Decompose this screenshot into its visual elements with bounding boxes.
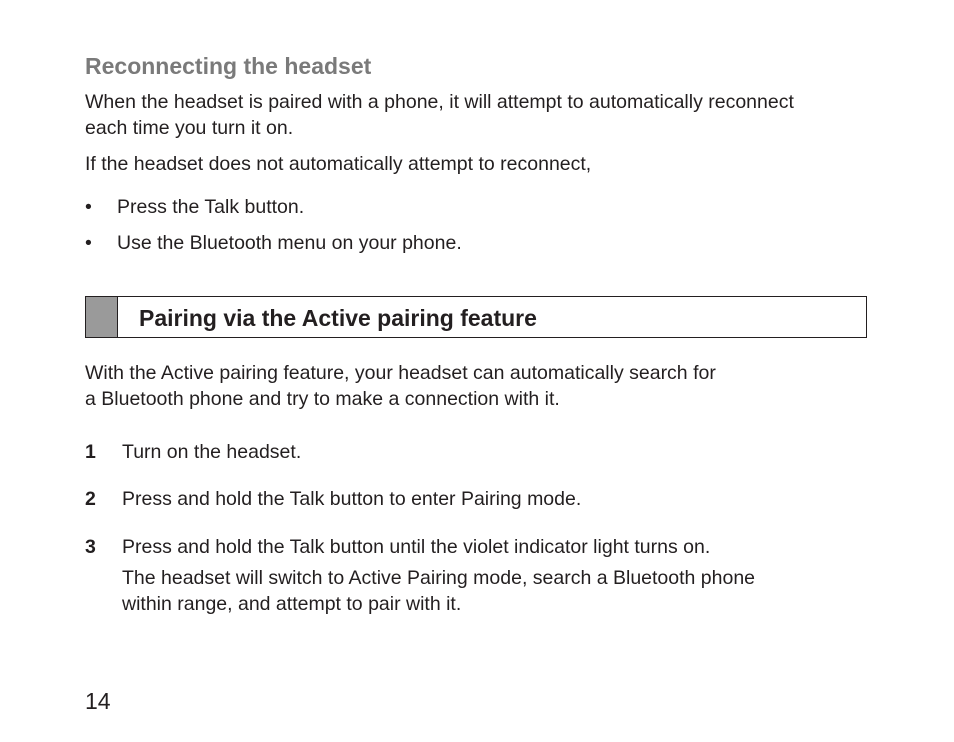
bullet-symbol: • [85, 232, 92, 254]
section-header-active-pairing [85, 296, 867, 338]
page-number: 14 [85, 688, 111, 714]
paragraph-if-not-reconnect: If the headset does not automatically attempt to reconnect, [85, 153, 592, 175]
paragraph-line: each time you turn it on. [85, 117, 294, 139]
section-title: Pairing via the Active pairing feature [139, 305, 537, 331]
step-text: Turn on the headset. [122, 441, 302, 463]
step-number: 2 [85, 488, 96, 510]
step-text: Press and hold the Talk button to enter Pairing mode. [122, 488, 582, 510]
paragraph-line: When the headset is paired with a phone, it will attempt to automatically reconnect [85, 91, 794, 113]
paragraph-line: With the Active pairing feature, your headset can automatically search for [85, 362, 716, 384]
step-number: 3 [85, 536, 96, 558]
section-marker-block [86, 297, 118, 337]
paragraph-active-pairing-intro [85, 360, 885, 412]
subheading-reconnecting: Reconnecting the headset [85, 53, 372, 79]
step-note-line: The headset will switch to Active Pairing mode, search a Bluetooth phone [122, 567, 756, 589]
bullet-symbol: • [85, 196, 92, 218]
step-number: 1 [85, 441, 96, 463]
paragraph-line: a Bluetooth phone and try to make a connection with it. [85, 388, 560, 410]
step-text: Press and hold the Talk button until the violet indicator light turns on. [122, 536, 711, 558]
bullet-text: Press the Talk button. [117, 196, 305, 218]
paragraph-reconnect-info [85, 89, 885, 141]
step-note-line: within range, and attempt to pair with it. [122, 593, 462, 615]
bullet-text: Use the Bluetooth menu on your phone. [117, 232, 462, 254]
